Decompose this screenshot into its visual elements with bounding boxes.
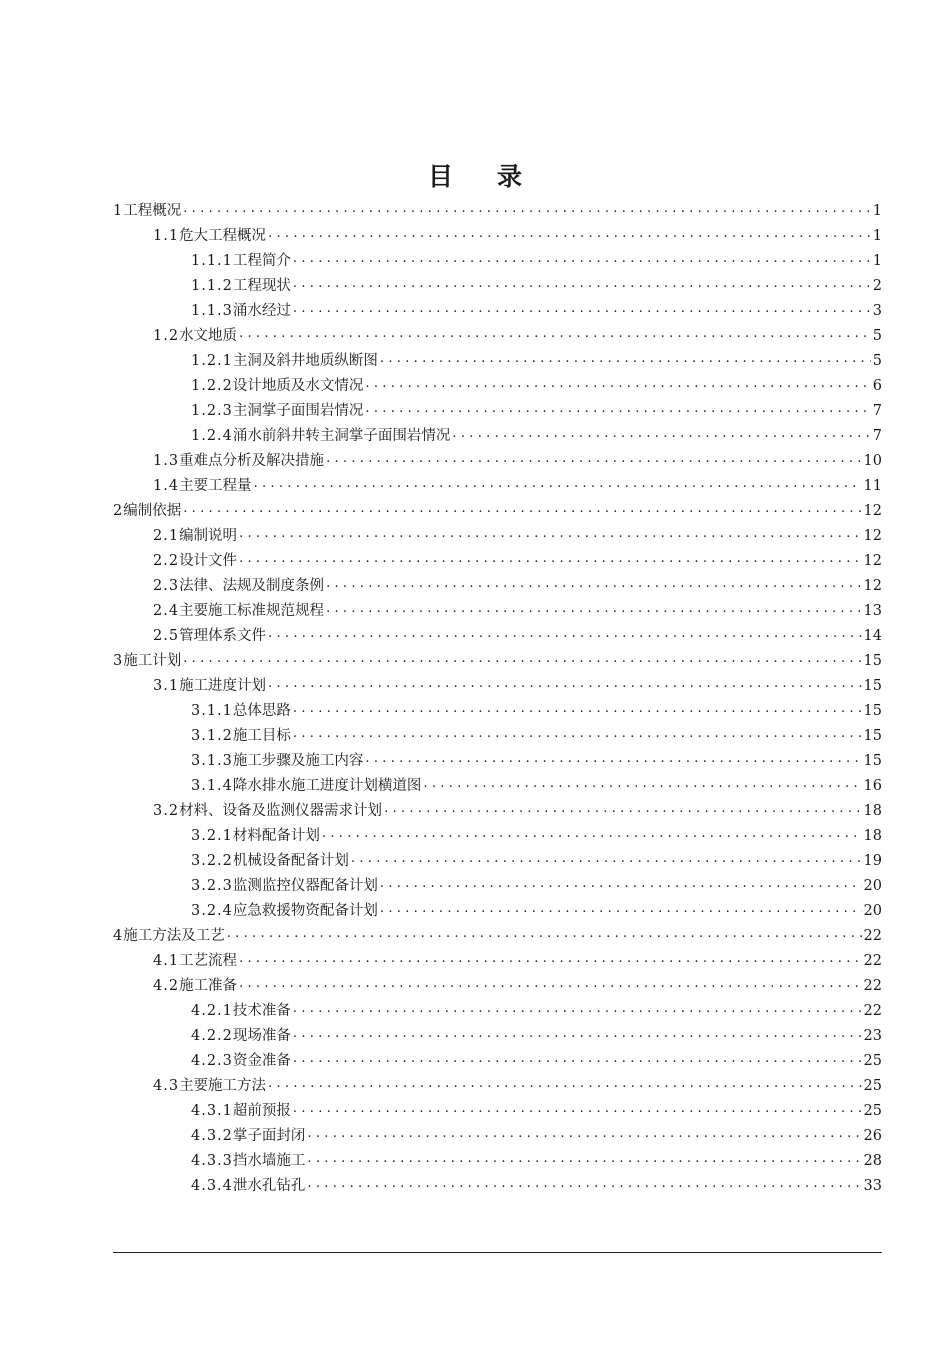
toc-entry-page-number: 26 xyxy=(863,1128,882,1144)
toc-entry-page-number: 15 xyxy=(863,703,882,719)
toc-entry-page-number: 13 xyxy=(863,603,882,619)
toc-entry-number: 2.4 xyxy=(153,603,180,619)
dot-leader xyxy=(239,321,871,346)
toc-entry-number: 1.1 xyxy=(153,228,180,244)
toc-entry-number: 1.2 xyxy=(153,328,180,344)
toc-entry-number: 2.1 xyxy=(153,528,180,544)
toc-entry-label: 编制说明 xyxy=(179,528,238,544)
dot-leader xyxy=(326,446,861,471)
toc-entry-page-number: 22 xyxy=(863,1003,882,1019)
toc-entry-page-number: 15 xyxy=(863,653,882,669)
dot-leader xyxy=(326,596,861,621)
toc-entry-page-number: 2 xyxy=(872,278,882,294)
toc-entry-label: 施工目标 xyxy=(232,728,291,744)
toc-entry-label: 主要施工方法 xyxy=(179,1078,267,1094)
toc-entry-number: 4.2.1 xyxy=(191,1003,233,1019)
toc-entry-label: 主洞掌子面围岩情况 xyxy=(232,403,364,419)
toc-entry-label: 主洞及斜井地质纵断图 xyxy=(232,353,378,369)
toc-entry-label: 监测监控仪器配备计划 xyxy=(232,878,378,894)
toc-entry-label: 法律、法规及制度条例 xyxy=(179,578,325,594)
dot-leader xyxy=(268,671,861,696)
dot-leader xyxy=(239,546,861,571)
toc-entry-number: 4 xyxy=(113,928,124,944)
toc-entry-page-number: 7 xyxy=(872,403,882,419)
toc-entry-label: 技术准备 xyxy=(232,1003,291,1019)
dot-leader xyxy=(307,1121,861,1146)
toc-entry-page-number: 18 xyxy=(863,828,882,844)
toc-entry-page-number: 16 xyxy=(863,778,882,794)
toc-entry-label: 现场准备 xyxy=(232,1028,291,1044)
toc-entry-number: 3.2.3 xyxy=(191,878,233,894)
toc-entry-label: 挡水墙施工 xyxy=(232,1153,306,1169)
toc-entry-number: 3.1 xyxy=(153,678,180,694)
toc-entry-number: 3.2 xyxy=(153,803,180,819)
toc-entry-label: 工程简介 xyxy=(232,253,291,269)
toc-entry-page-number: 7 xyxy=(872,428,882,444)
toc-entry-page-number: 3 xyxy=(872,303,882,319)
toc-entry-number: 2 xyxy=(113,503,124,519)
dot-leader xyxy=(365,746,861,771)
dot-leader xyxy=(365,396,870,421)
page-title xyxy=(0,157,950,193)
toc-entry-number: 4.2 xyxy=(153,978,180,994)
toc-entry-label: 管理体系文件 xyxy=(179,628,267,644)
toc-entry-number: 4.1 xyxy=(153,953,180,969)
toc-entry-page-number: 33 xyxy=(863,1178,882,1194)
toc-entry-label: 总体思路 xyxy=(232,703,291,719)
toc-entry-page-number: 12 xyxy=(863,553,882,569)
dot-leader xyxy=(380,896,862,921)
toc-entry-page-number: 6 xyxy=(872,378,882,394)
toc-entry-number: 1.2.4 xyxy=(191,428,233,444)
toc-entry-number: 1.2.2 xyxy=(191,378,233,394)
toc-entry-page-number: 18 xyxy=(863,803,882,819)
dot-leader xyxy=(183,646,861,671)
toc-entry-page-number: 1 xyxy=(872,203,882,219)
toc-entry-page-number: 25 xyxy=(863,1053,882,1069)
dot-leader xyxy=(384,796,861,821)
dot-leader xyxy=(322,821,862,846)
toc-entry-label: 编制依据 xyxy=(123,503,182,519)
dot-leader xyxy=(365,371,870,396)
toc-entry-number: 2.5 xyxy=(153,628,180,644)
table-of-contents xyxy=(113,199,882,1199)
toc-entry-label: 材料、设备及监测仪器需求计划 xyxy=(179,803,383,819)
toc-entry-number: 4.3.1 xyxy=(191,1103,233,1119)
toc-entry-page-number: 1 xyxy=(872,228,882,244)
dot-leader xyxy=(293,1046,862,1071)
toc-entry-page-number: 22 xyxy=(863,978,882,994)
toc-entry-label: 主要施工标准规范规程 xyxy=(179,603,325,619)
dot-leader xyxy=(239,946,861,971)
toc-entry-number: 1.1.2 xyxy=(191,278,233,294)
toc-entry-label: 涌水前斜井转主洞掌子面围岩情况 xyxy=(232,428,451,444)
toc-entry-number: 4.3.3 xyxy=(191,1153,233,1169)
toc-entry-number: 2.2 xyxy=(153,553,180,569)
toc-entry-page-number: 22 xyxy=(863,928,882,944)
dot-leader xyxy=(380,346,871,371)
dot-leader xyxy=(268,221,871,246)
toc-entry-page-number: 19 xyxy=(863,853,882,869)
toc-entry-label: 超前预报 xyxy=(232,1103,291,1119)
toc-entry-label: 危大工程概况 xyxy=(179,228,267,244)
toc-entry-page-number: 15 xyxy=(863,728,882,744)
toc-entry-page-number: 12 xyxy=(863,578,882,594)
toc-entry-page-number: 15 xyxy=(863,678,882,694)
toc-entry-page-number: 22 xyxy=(863,953,882,969)
toc-entry-number: 1 xyxy=(113,203,124,219)
toc-entry-label: 主要工程量 xyxy=(179,478,252,494)
toc-entry-page-number: 12 xyxy=(863,528,882,544)
toc-entry-page-number: 28 xyxy=(863,1153,882,1169)
dot-leader xyxy=(227,921,862,946)
toc-entry-label: 水文地质 xyxy=(179,328,238,344)
toc-entry-label: 泄水孔钻孔 xyxy=(232,1178,306,1194)
dot-leader xyxy=(293,1021,862,1046)
toc-entry-page-number: 1 xyxy=(872,253,882,269)
toc-entry-page-number: 20 xyxy=(863,903,882,919)
dot-leader xyxy=(293,1096,862,1121)
toc-entry-label: 工艺流程 xyxy=(179,953,238,969)
toc-entry-number: 3.2.4 xyxy=(191,903,233,919)
toc-entry-number: 1.2.3 xyxy=(191,403,233,419)
toc-entry-page-number: 23 xyxy=(863,1028,882,1044)
toc-entry-label: 机械设备配备计划 xyxy=(232,853,349,869)
dot-leader xyxy=(268,1071,861,1096)
toc-entry-page-number: 14 xyxy=(863,628,882,644)
dot-leader xyxy=(293,696,862,721)
toc-entry-number: 3 xyxy=(113,653,124,669)
toc-entry-page-number: 20 xyxy=(863,878,882,894)
toc-entry-number: 4.2.2 xyxy=(191,1028,233,1044)
toc-entry-page-number: 5 xyxy=(872,353,882,369)
toc-entry-label: 工程现状 xyxy=(232,278,291,294)
toc-entry-label: 施工进度计划 xyxy=(179,678,267,694)
toc-entry-page-number: 25 xyxy=(863,1103,882,1119)
toc-entry-label: 材料配备计划 xyxy=(232,828,320,844)
toc-entry-label: 施工步骤及施工内容 xyxy=(232,753,364,769)
toc-entry-number: 3.1.4 xyxy=(191,778,233,794)
toc-entry-label: 降水排水施工进度计划横道图 xyxy=(232,778,422,794)
toc-entry-page-number: 12 xyxy=(863,503,882,519)
dot-leader xyxy=(423,771,861,796)
toc-entry-number: 4.2.3 xyxy=(191,1053,233,1069)
toc-entry-label: 工程概况 xyxy=(123,203,182,219)
toc-entry-label: 施工准备 xyxy=(179,978,238,994)
dot-leader xyxy=(351,846,862,871)
toc-entry-label: 应急救援物资配备计划 xyxy=(232,903,378,919)
toc-entry-page-number: 5 xyxy=(872,328,882,344)
toc-entry-number: 1.1.3 xyxy=(191,303,233,319)
dot-leader xyxy=(326,571,861,596)
dot-leader xyxy=(293,296,871,321)
dot-leader xyxy=(268,621,861,646)
dot-leader xyxy=(380,871,862,896)
toc-entry-label: 资金准备 xyxy=(232,1053,291,1069)
dot-leader xyxy=(239,521,861,546)
toc-entry-number: 1.4 xyxy=(153,478,180,494)
toc-entry-number: 3.1.2 xyxy=(191,728,233,744)
toc-entry-number: 2.3 xyxy=(153,578,180,594)
toc-entry-number: 1.2.1 xyxy=(191,353,233,369)
toc-entry-label: 设计地质及水文情况 xyxy=(232,378,364,394)
toc-entry-number: 4.3.4 xyxy=(191,1178,233,1194)
dot-leader xyxy=(307,1146,861,1171)
toc-entry-number: 4.3.2 xyxy=(191,1128,233,1144)
toc-entry-number: 3.1.3 xyxy=(191,753,233,769)
dot-leader xyxy=(183,496,861,521)
toc-entry-label: 设计文件 xyxy=(179,553,238,569)
toc-entry-number: 1.1.1 xyxy=(191,253,233,269)
toc-entry-label: 掌子面封闭 xyxy=(232,1128,306,1144)
toc-entry-label: 涌水经过 xyxy=(232,303,291,319)
dot-leader xyxy=(293,271,871,296)
toc-entry-label: 施工计划 xyxy=(123,653,182,669)
dot-leader xyxy=(293,246,871,271)
toc-entry-number: 3.2.2 xyxy=(191,853,233,869)
toc-entry-page-number: 10 xyxy=(863,453,882,469)
toc-entry-page-number: 15 xyxy=(863,753,882,769)
title-char-2: 录 xyxy=(497,162,523,191)
dot-leader xyxy=(254,471,862,496)
dot-leader xyxy=(183,196,871,221)
dot-leader xyxy=(239,971,861,996)
toc-entry-page-number: 11 xyxy=(863,478,882,494)
dot-leader xyxy=(452,421,870,446)
toc-entry-label: 重难点分析及解决措施 xyxy=(179,453,325,469)
dot-leader xyxy=(307,1171,861,1196)
toc-entry-number: 4.3 xyxy=(153,1078,180,1094)
toc-entry-number: 3.1.1 xyxy=(191,703,233,719)
toc-entry-number: 3.2.1 xyxy=(191,828,233,844)
toc-entry[interactable] xyxy=(113,1174,882,1199)
title-char-1: 目 xyxy=(427,162,453,191)
footer-rule xyxy=(113,1252,882,1253)
dot-leader xyxy=(293,996,862,1021)
toc-entry-label: 施工方法及工艺 xyxy=(123,928,225,944)
dot-leader xyxy=(293,721,862,746)
toc-entry-page-number: 25 xyxy=(863,1078,882,1094)
toc-entry-number: 1.3 xyxy=(153,453,180,469)
